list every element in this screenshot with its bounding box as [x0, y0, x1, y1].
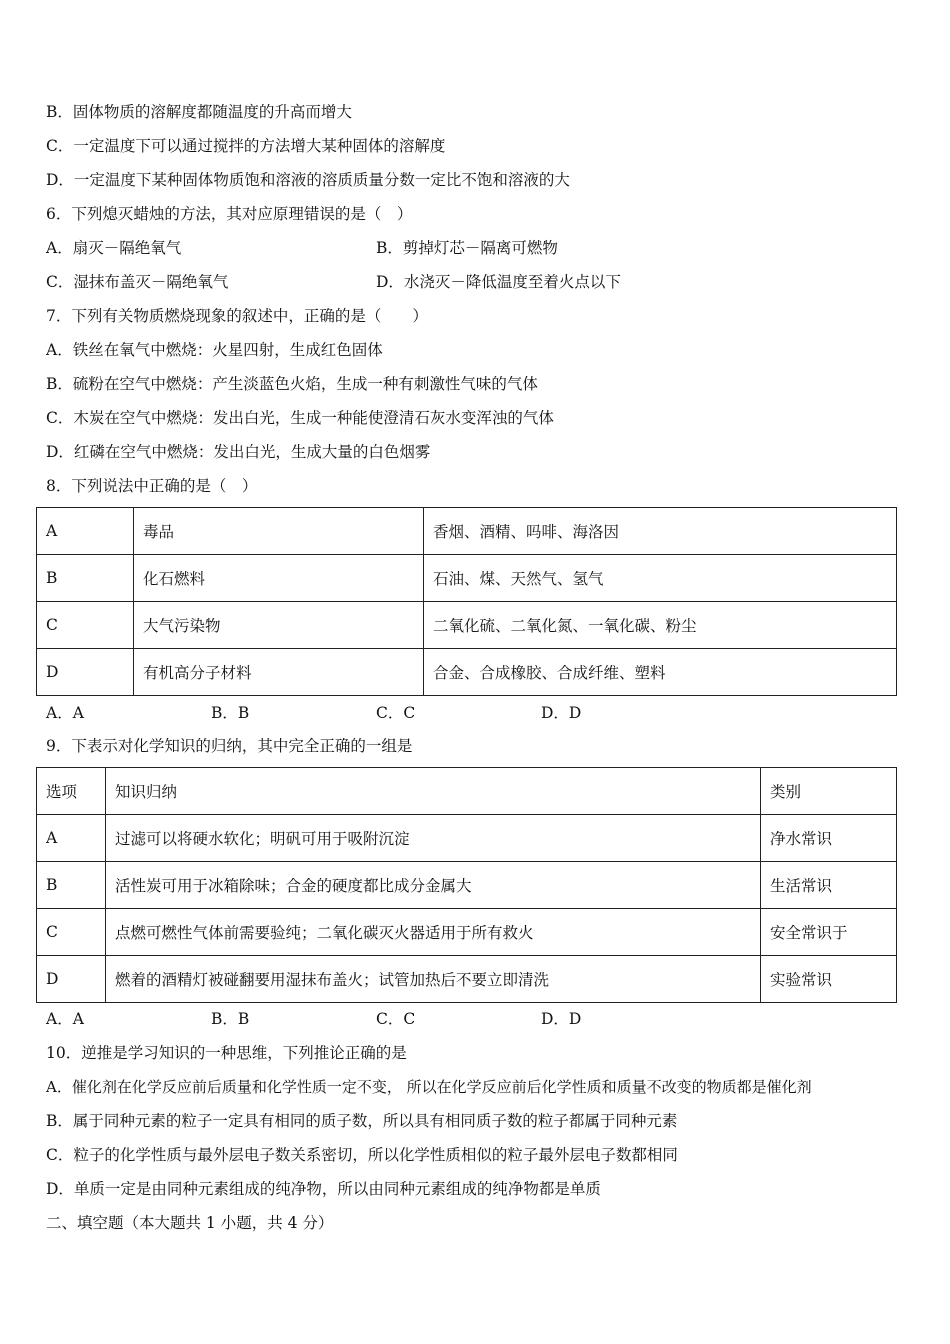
q5-option-d: D．一定温度下某种固体物质饱和溶液的溶质质量分数一定比不饱和溶液的大	[46, 171, 570, 189]
q8-answer-a: A．A	[46, 704, 84, 722]
q9-row-content: 过滤可以将硬水软化；明矾可用于吸附沉淀	[115, 830, 410, 848]
q9-answer-c: C．C	[376, 1010, 416, 1028]
table-row	[37, 602, 897, 649]
q8-row-key: B	[46, 569, 58, 587]
q6-option-d: D．水浇灭－降低温度至着火点以下	[376, 273, 621, 291]
q6-stem: 6．下列熄灭蜡烛的方法，其对应原理错误的是（ ）	[46, 205, 413, 223]
q9-row-type: 净水常识	[770, 830, 833, 848]
q8-row-category: 毒品	[143, 523, 175, 541]
section-heading-fill-in: 二、填空题（本大题共 1 小题，共 4 分）	[46, 1214, 334, 1232]
q9-stem: 9．下表示对化学知识的归纳，其中完全正确的一组是	[46, 737, 413, 755]
q8-row-items: 二氧化硫、二氧化氮、一氧化碳、粉尘	[433, 617, 697, 635]
q8-answer-d: D．D	[541, 704, 582, 722]
q8-row-items: 合金、合成橡胶、合成纤维、塑料	[433, 664, 666, 682]
q9-row-key: A	[46, 829, 58, 847]
q8-row-items: 石油、煤、天然气、氢气	[433, 570, 604, 588]
q10-option-a: A．催化剂在化学反应前后质量和化学性质一定不变， 所以在化学反应前后化学性质和质量不改变的物质都是催化剂	[46, 1078, 812, 1096]
q6-option-a: A．扇灭－隔绝氧气	[46, 239, 182, 257]
table-row	[37, 862, 897, 909]
q8-stem: 8．下列说法中正确的是（ ）	[46, 477, 258, 495]
q7-option-b: B．硫粉在空气中燃烧：产生淡蓝色火焰，生成一种有刺激性气味的气体	[46, 375, 538, 393]
q9-answer-b: B．B	[211, 1010, 250, 1028]
q9-answer-a: A．A	[46, 1010, 84, 1028]
q7-option-c: C．木炭在空气中燃烧：发出白光，生成一种能使澄清石灰水变浑浊的气体	[46, 409, 554, 427]
table-row	[37, 508, 897, 555]
q7-option-a: A．铁丝在氧气中燃烧：火星四射，生成红色固体	[46, 341, 383, 359]
q9-answer-d: D．D	[541, 1010, 582, 1028]
q9-row-key: D	[46, 970, 59, 988]
q9-header-key: 选项	[46, 783, 78, 801]
table-row	[37, 909, 897, 956]
q10-stem: 10．逆推是学习知识的一种思维，下列推论正确的是	[46, 1044, 407, 1062]
q6-option-c: C．湿抹布盖灭－隔绝氧气	[46, 273, 229, 291]
q5-option-b: B．固体物质的溶解度都随温度的升高而增大	[46, 103, 352, 121]
q6-option-b: B．剪掉灯芯－隔离可燃物	[376, 239, 558, 257]
table-row	[37, 555, 897, 602]
q8-row-category: 化石燃料	[143, 570, 206, 588]
q8-answer-c: C．C	[376, 704, 416, 722]
table-header-row	[37, 768, 897, 815]
q9-header-type: 类别	[770, 783, 802, 801]
table-row	[37, 815, 897, 862]
q9-table	[36, 767, 897, 1003]
q8-answer-b: B．B	[211, 704, 250, 722]
table-row	[37, 649, 897, 696]
q9-row-type: 安全常识于	[770, 924, 848, 942]
q10-option-b: B．属于同种元素的粒子一定具有相同的质子数，所以具有相同质子数的粒子都属于同种元素	[46, 1112, 678, 1130]
q10-option-d: D．单质一定是由同种元素组成的纯净物，所以由同种元素组成的纯净物都是单质	[46, 1180, 601, 1198]
q8-row-category: 有机高分子材料	[143, 664, 252, 682]
q9-row-content: 燃着的酒精灯被碰翻要用湿抹布盖火；试管加热后不要立即清洗	[115, 971, 550, 989]
q9-row-key: B	[46, 876, 58, 894]
q10-option-c: C．粒子的化学性质与最外层电子数关系密切，所以化学性质相似的粒子最外层电子数都相同	[46, 1146, 678, 1164]
q8-row-key: D	[46, 663, 59, 681]
q9-header-content: 知识归纳	[115, 783, 178, 801]
q9-row-key: C	[46, 923, 58, 941]
q9-row-content: 点燃可燃性气体前需要验纯；二氧化碳灭火器适用于所有救火	[115, 924, 534, 942]
q7-stem: 7．下列有关物质燃烧现象的叙述中，正确的是（ ）	[46, 307, 428, 325]
q8-table	[36, 507, 897, 696]
q9-row-type: 生活常识	[770, 877, 833, 895]
q9-row-content: 活性炭可用于冰箱除味；合金的硬度都比成分金属大	[115, 877, 472, 895]
q5-option-c: C．一定温度下可以通过搅拌的方法增大某种固体的溶解度	[46, 137, 446, 155]
q9-row-type: 实验常识	[770, 971, 833, 989]
q8-row-key: C	[46, 616, 58, 634]
q8-row-category: 大气污染物	[143, 617, 221, 635]
table-row	[37, 956, 897, 1003]
q8-row-items: 香烟、酒精、吗啡、海洛因	[433, 523, 620, 541]
q7-option-d: D．红磷在空气中燃烧：发出白光，生成大量的白色烟雾	[46, 443, 431, 461]
q8-row-key: A	[46, 522, 58, 540]
